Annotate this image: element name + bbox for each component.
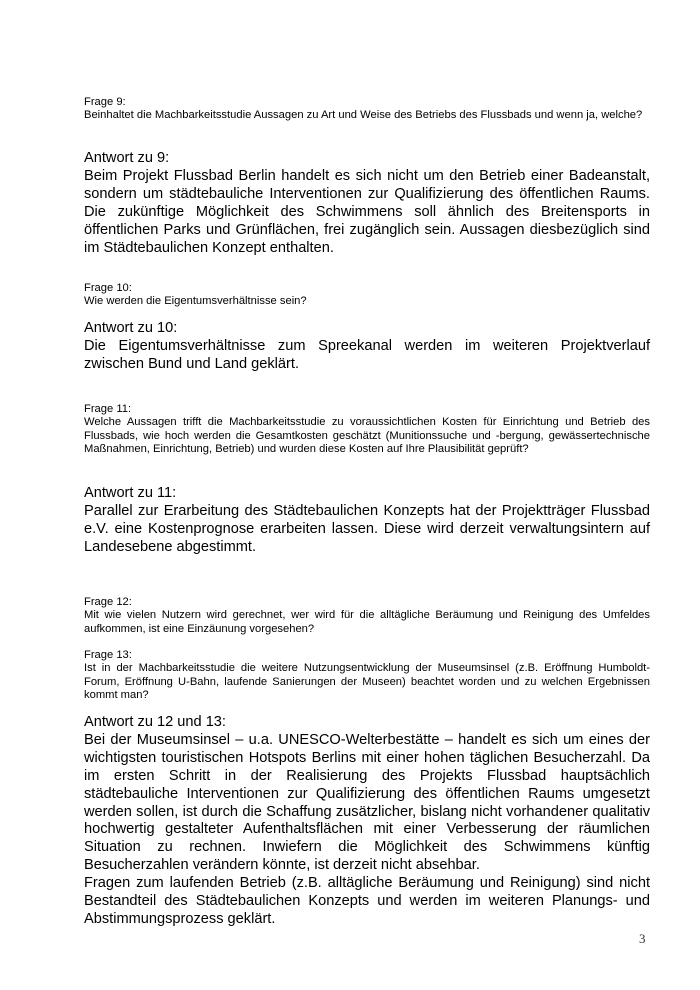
answer-label: Antwort zu 10: — [84, 320, 178, 336]
question-label: Frage 9: — [84, 96, 126, 108]
answer-12-13 — [84, 714, 650, 929]
question-text: Wie werden die Eigentumsverhältnisse sein? — [84, 295, 307, 308]
answer-label: Antwort zu 12 und 13: — [84, 714, 226, 730]
answer-text: Parallel zur Erarbeitung des Städtebaulichen Konzepts hat der Projektträger Flussbad e.V. eine Kostenprognose erarbeiten lassen. Diese wird derzeit verwaltungsintern auf Landesebene abgestimmt. — [84, 502, 650, 555]
question-label: Frage 12: — [84, 596, 132, 608]
answer-text-continued: Fragen zum laufenden Betrieb (z.B. alltägliche Beräumung und Reinigung) sind nicht Bestandteil des Städtebaulichen Konzepts und werden im weiteren Planungs- und Abstimmungsprozess geklärt. — [84, 875, 650, 927]
question-13 — [84, 649, 650, 703]
answer-9 — [84, 150, 650, 257]
question-text: Mit wie vielen Nutzern wird gerechnet, wer wird für die alltägliche Beräumung und Reinigung des Umfeldes aufkommen, ist eine Einzäunung vorgesehen? — [84, 609, 650, 635]
answer-label: Antwort zu 11: — [84, 485, 177, 501]
answer-label: Antwort zu 9: — [84, 150, 170, 166]
question-text: Welche Aussagen trifft die Machbarkeitsstudie zu voraussichtlichen Kosten für Einrichtung und Betrieb des Flussbads, wie hoch werden die Gesamtkosten geschätzt (Munitionssuche und -bergung, gewässertechnische Maßnahmen, Einrichtung, Betrieb) und wurden diese Kosten auf Ihre Plausibilität geprüft? — [84, 416, 650, 456]
question-text: Beinhaltet die Machbarkeitsstudie Aussagen zu Art und Weise des Betriebs des Flussbads und wenn ja, welche? — [84, 109, 643, 122]
answer-text: Beim Projekt Flussbad Berlin handelt es sich nicht um den Betrieb einer Badeanstalt, sondern um städtebauliche Interventionen zur Qualifizierung des öffentlichen Raums. Die zukünftige Möglichkeit des Schwimmens soll ähnlich des Breitensports in öffentlichen Parks und Grünflächen, frei zugänglich sein. Aussagen diesbezüglich sind im Städtebaulichen Konzept enthalten. — [84, 167, 650, 256]
question-label: Frage 13: — [84, 649, 132, 661]
question-11 — [84, 403, 650, 457]
page-number: 3 — [639, 931, 646, 946]
question-10 — [84, 282, 650, 309]
question-label: Frage 11: — [84, 403, 132, 415]
answer-text: Bei der Museumsinsel – u.a. UNESCO-Welterbestätte – handelt es sich um eines der wichtigsten touristischen Hotspots Berlins mit einer hohen täglichen Besucherzahl. Da im ersten Schritt in der Realisierung des Projekts Flussbad hauptsächlich städtebauliche Interventionen zur Qualifizierung des öffentlichen Raums umgesetzt werden sollen, ist durch die Schaffung zusätzlicher, bislang nicht vorhandener qualitativ hochwertig gestalteter Aufenthaltsflächen mit einer Verbesserung der räumlichen Situation zu rechnen. Inwiefern die Möglichkeit des Schwimmens künftig Besucherzahlen verändern könnte, ist derzeit nicht absehbar. — [84, 731, 650, 874]
answer-10 — [84, 320, 650, 374]
question-label: Frage 10: — [84, 282, 132, 294]
question-text: Ist in der Machbarkeitsstudie die weitere Nutzungsentwicklung der Museumsinsel (z.B. Eröffnung Humboldt-Forum, Eröffnung U-Bahn, laufende Sanierungen der Museen) beachtet worden und zu welchen Ergebnissen kommt man? — [84, 662, 650, 702]
answer-text: Die Eigentumsverhältnisse zum Spreekanal werden im weiteren Projektverlauf zwischen Bund und Land geklärt. — [84, 337, 650, 372]
question-12 — [84, 596, 650, 636]
question-9 — [84, 96, 650, 123]
answer-11 — [84, 485, 650, 557]
